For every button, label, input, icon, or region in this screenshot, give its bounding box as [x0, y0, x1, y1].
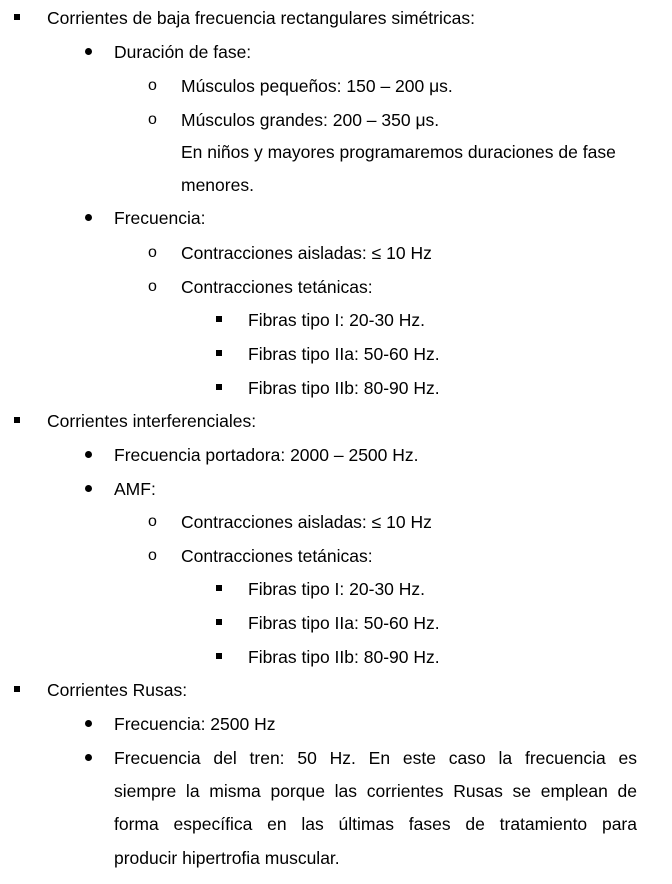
list-item-level2: Frecuencia portadora: 2000 – 2500 Hz.: [114, 445, 419, 465]
disc-bullet-icon: [85, 201, 92, 235]
list-item-level1: Corrientes Rusas:: [47, 680, 188, 700]
list-item-level4: Fibras tipo IIb: 80-90 Hz.: [248, 647, 440, 667]
list-item-level2: Frecuencia:: [114, 208, 206, 228]
square-bullet-icon: [14, 1, 20, 35]
disc-bullet-icon: [85, 741, 92, 775]
square-bullet-icon: [216, 572, 222, 606]
list-item-level3: Contracciones tetánicas:: [181, 546, 373, 566]
list-item-level3: Contracciones tetánicas:: [181, 277, 373, 297]
circle-bullet-icon: o: [148, 244, 157, 261]
paragraph-line: menores.: [181, 175, 254, 195]
list-item-level4: Fibras tipo I: 20-30 Hz.: [248, 310, 426, 330]
list-item-level3: Músculos grandes: 200 – 350 μs.: [181, 110, 440, 130]
circle-bullet-icon: o: [148, 77, 157, 94]
paragraph-line: En niños y mayores programaremos duraciones de fase: [181, 142, 616, 162]
square-bullet-icon: [216, 371, 222, 405]
list-item-level4: Fibras tipo IIa: 50-60 Hz.: [248, 613, 440, 633]
square-bullet-icon: [216, 337, 222, 371]
square-bullet-icon: [14, 673, 20, 707]
square-bullet-icon: [216, 640, 222, 674]
list-item-level1: Corrientes de baja frecuencia rectangulares simétricas:: [47, 8, 475, 28]
list-item-level4: Fibras tipo IIa: 50-60 Hz.: [248, 344, 440, 364]
paragraph-line: producir hipertrofia muscular.: [114, 848, 340, 868]
square-bullet-icon: [216, 303, 222, 337]
square-bullet-icon: [216, 606, 222, 640]
paragraph-line: siempre la misma porque las corrientes Rusas se emplean de: [114, 781, 637, 801]
square-bullet-icon: [14, 404, 20, 438]
disc-bullet-icon: [85, 472, 92, 506]
list-item-level3: Contracciones aisladas: ≤ 10 Hz: [181, 243, 432, 263]
paragraph-line: Frecuencia del tren: 50 Hz. En este caso la frecuencia es: [114, 748, 637, 768]
list-item-level2: Frecuencia: 2500 Hz: [114, 714, 276, 734]
list-item-level3: Músculos pequeños: 150 – 200 μs.: [181, 76, 453, 96]
list-item-level3: Contracciones aisladas: ≤ 10 Hz: [181, 512, 432, 532]
list-item-level4: Fibras tipo IIb: 80-90 Hz.: [248, 378, 440, 398]
list-item-level2: AMF:: [114, 479, 156, 499]
paragraph-line: forma específica en las últimas fases de tratamiento para: [114, 814, 637, 834]
disc-bullet-icon: [85, 35, 92, 69]
list-item-level1: Corrientes interferenciales:: [47, 411, 257, 431]
list-item-level4: Fibras tipo I: 20-30 Hz.: [248, 579, 426, 599]
disc-bullet-icon: [85, 707, 92, 741]
disc-bullet-icon: [85, 438, 92, 472]
circle-bullet-icon: o: [148, 513, 157, 530]
circle-bullet-icon: o: [148, 547, 157, 564]
circle-bullet-icon: o: [148, 278, 157, 295]
circle-bullet-icon: o: [148, 111, 157, 128]
list-item-level2: Duración de fase:: [114, 42, 252, 62]
